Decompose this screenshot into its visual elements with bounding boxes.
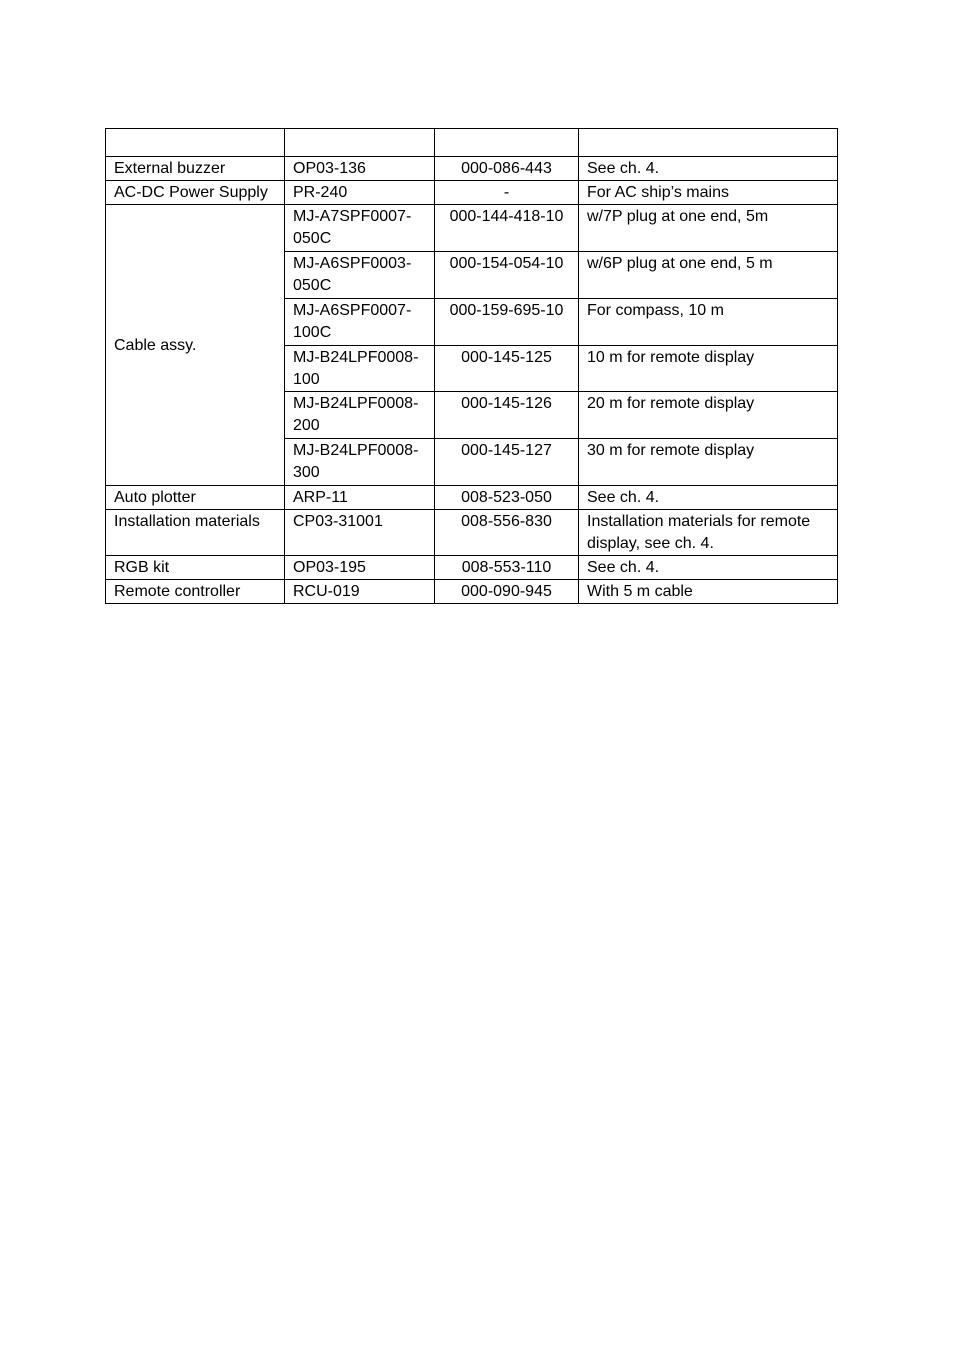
cell-remarks: w/6P plug at one end, 5 m — [579, 252, 838, 299]
cell-code: 000-145-127 — [435, 439, 579, 486]
header-cell-remarks — [579, 129, 838, 157]
cell-name: Installation materials — [106, 510, 285, 556]
cell-type: OP03-136 — [285, 157, 435, 181]
cell-remarks: See ch. 4. — [579, 486, 838, 510]
cell-code: - — [435, 181, 579, 205]
cell-type: MJ-A7SPF0007-050C — [285, 205, 435, 252]
cell-remarks: Installation materials for remote display, see ch. 4. — [579, 510, 838, 556]
table-row — [106, 580, 838, 604]
table-row — [106, 510, 838, 556]
table-row — [106, 486, 838, 510]
cell-name: RGB kit — [106, 556, 285, 580]
cell-remarks: See ch. 4. — [579, 157, 838, 181]
header-cell-name — [106, 129, 285, 157]
cell-name: AC-DC Power Supply — [106, 181, 285, 205]
cell-code: 000-145-126 — [435, 392, 579, 439]
cell-name: Auto plotter — [106, 486, 285, 510]
cell-code: 000-145-125 — [435, 346, 579, 392]
cell-remarks: 20 m for remote display — [579, 392, 838, 439]
cell-type: RCU-019 — [285, 580, 435, 604]
cell-remarks: For AC ship’s mains — [579, 181, 838, 205]
cell-code: 000-159-695-10 — [435, 299, 579, 346]
table-row — [106, 205, 838, 252]
cell-type: MJ-B24LPF0008-100 — [285, 346, 435, 392]
cell-name: External buzzer — [106, 157, 285, 181]
cell-type: MJ-B24LPF0008-300 — [285, 439, 435, 486]
cell-code: 008-556-830 — [435, 510, 579, 556]
table-header-row — [106, 129, 838, 157]
cell-code: 000-154-054-10 — [435, 252, 579, 299]
optional-equipment-table — [105, 128, 838, 604]
cell-code: 008-553-110 — [435, 556, 579, 580]
header-cell-code — [435, 129, 579, 157]
cell-code: 000-090-945 — [435, 580, 579, 604]
cell-code: 008-523-050 — [435, 486, 579, 510]
cell-name: Remote controller — [106, 580, 285, 604]
cell-type: CP03-31001 — [285, 510, 435, 556]
table-row — [106, 181, 838, 205]
cell-type: MJ-A6SPF0007-100C — [285, 299, 435, 346]
cell-remarks: w/7P plug at one end, 5m — [579, 205, 838, 252]
cell-type: MJ-B24LPF0008-200 — [285, 392, 435, 439]
cell-type: MJ-A6SPF0003-050C — [285, 252, 435, 299]
cell-type: PR-240 — [285, 181, 435, 205]
table-row — [106, 556, 838, 580]
header-cell-type — [285, 129, 435, 157]
cell-remarks: For compass, 10 m — [579, 299, 838, 346]
cell-remarks: With 5 m cable — [579, 580, 838, 604]
cell-name: Cable assy. — [106, 205, 285, 486]
cell-code: 000-086-443 — [435, 157, 579, 181]
cell-remarks: See ch. 4. — [579, 556, 838, 580]
cell-type: OP03-195 — [285, 556, 435, 580]
cell-remarks: 10 m for remote display — [579, 346, 838, 392]
table-row — [106, 157, 838, 181]
cell-type: ARP-11 — [285, 486, 435, 510]
cell-remarks: 30 m for remote display — [579, 439, 838, 486]
cell-code: 000-144-418-10 — [435, 205, 579, 252]
